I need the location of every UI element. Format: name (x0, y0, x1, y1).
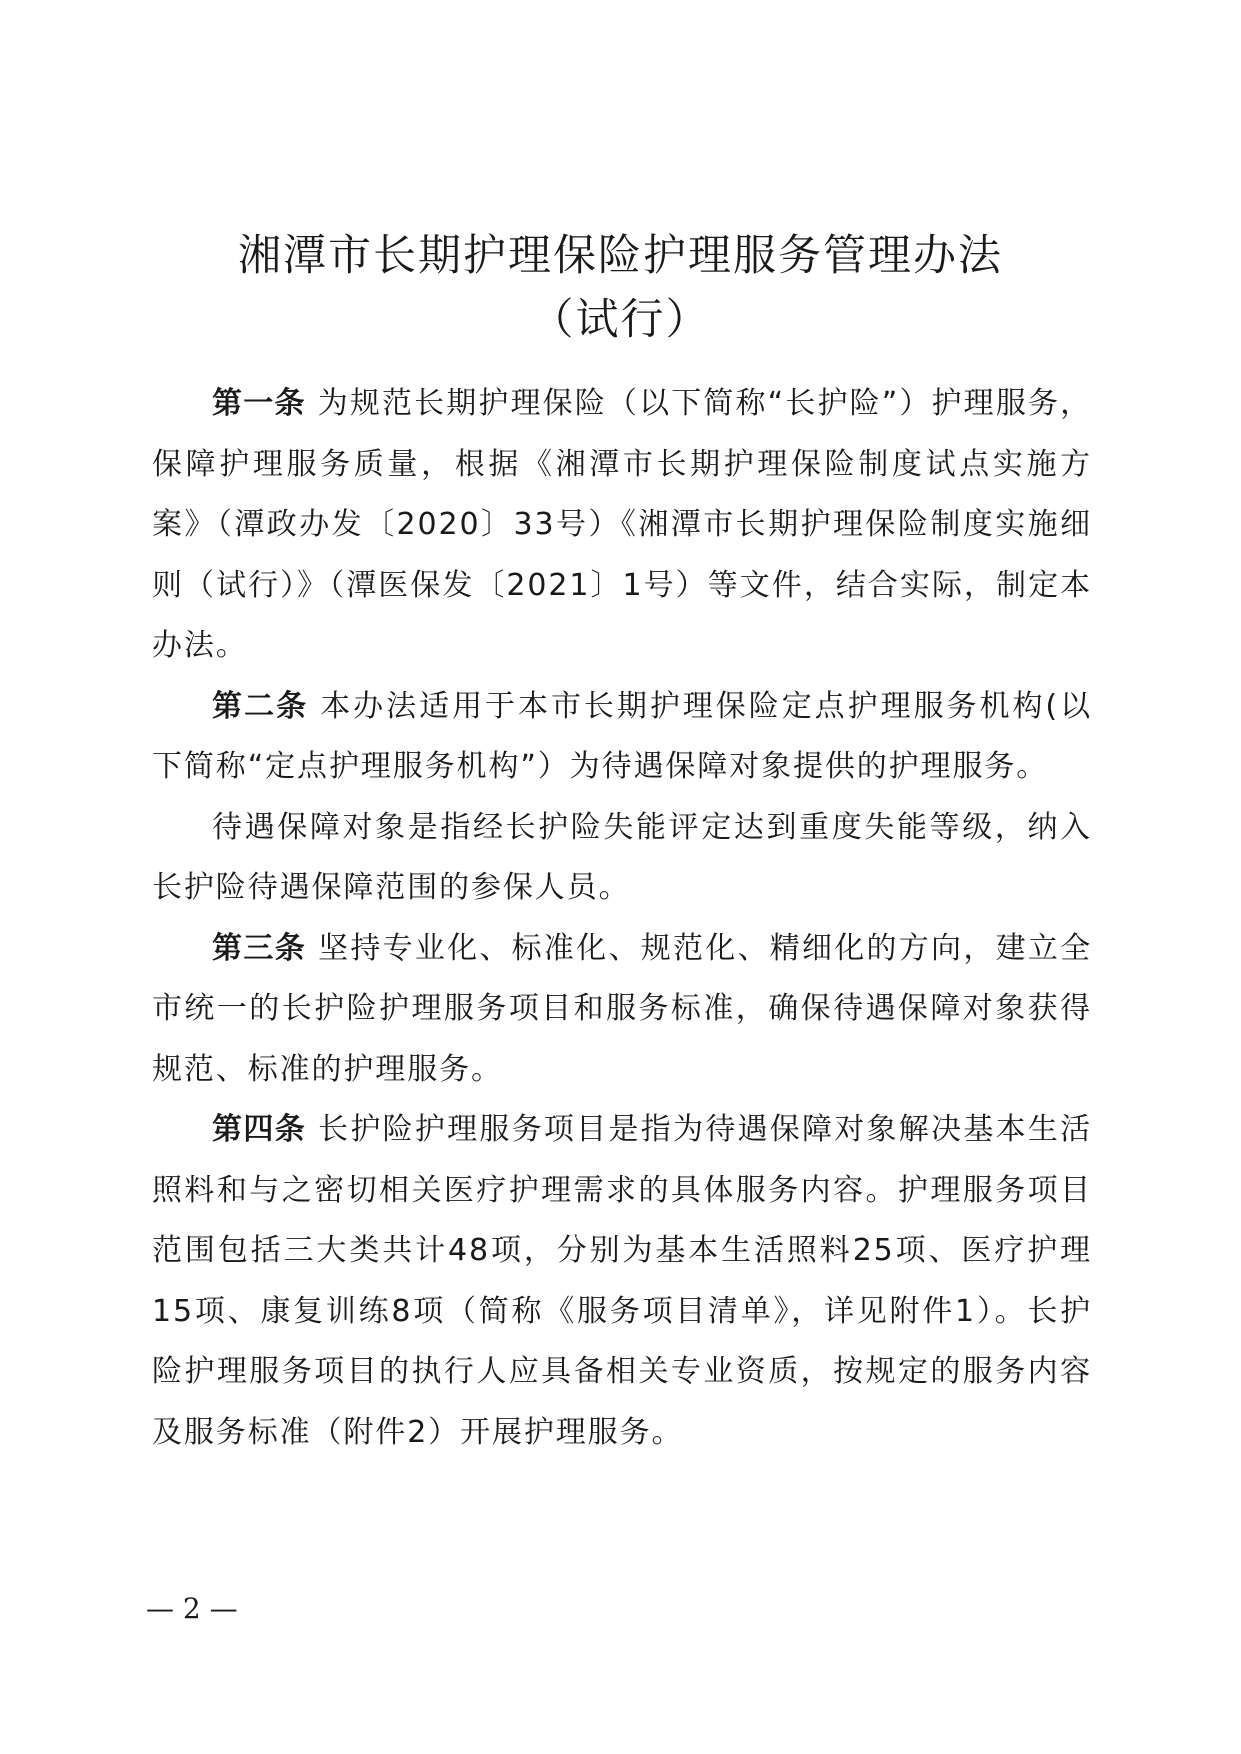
article-text: 坚持专业化、标准化、规范化、精细化的方向，建立全市统一的长护险护理服务项目和服务标准，确保待遇保障对象获得规范、标准的护理服务。 (152, 930, 1092, 1087)
article-label: 第三条 (212, 930, 307, 966)
article-2 (152, 677, 1092, 798)
article-text: 为规范长期护理保险（以下简称“长护险”）护理服务，保障护理服务质量，根据《湘潭市长期护理保险制度试点实施方案》（潭政办发〔2020〕33号）《湘潭市长期护理保险制度实施细则（试行）》（潭医保发〔2021〕1号）等文件，结合实际，制定本办法。 (152, 386, 1092, 663)
article-text: 本办法适用于本市长期护理保险定点护理服务机构(以下简称“定点护理服务机构”）为待遇保障对象提供的护理服务。 (152, 688, 1092, 784)
document-title: 湘潭市长期护理保险护理服务管理办法 (238, 231, 1003, 281)
paragraph-text: 待遇保障对象是指经长护险失能评定达到重度失能等级，纳入长护险待遇保障范围的参保人员。 (152, 809, 1092, 905)
article-1 (152, 374, 1092, 677)
article-3 (152, 919, 1092, 1101)
article-text: 长护险护理服务项目是指为待遇保障对象解决基本生活照料和与之密切相关医疗护理需求的具体服务内容。护理服务项目范围包括三大类共计48项，分别为基本生活照料25项、医疗护理15项、康复训练8项（简称《服务项目清单》，详见附件1）。长护险护理服务项目的执行人应具备相关专业资质，按规定的服务内容及服务标准（附件2）开展护理服务。 (152, 1112, 1092, 1450)
article-4 (152, 1100, 1092, 1463)
article-label: 第四条 (212, 1112, 307, 1147)
page-number: — 2 — (146, 1592, 238, 1625)
article-label: 第二条 (212, 688, 309, 724)
document-subtitle: （试行） (530, 295, 711, 345)
article-label: 第一条 (212, 386, 306, 421)
document-body (152, 374, 1092, 1463)
article-2-continuation (152, 798, 1092, 919)
